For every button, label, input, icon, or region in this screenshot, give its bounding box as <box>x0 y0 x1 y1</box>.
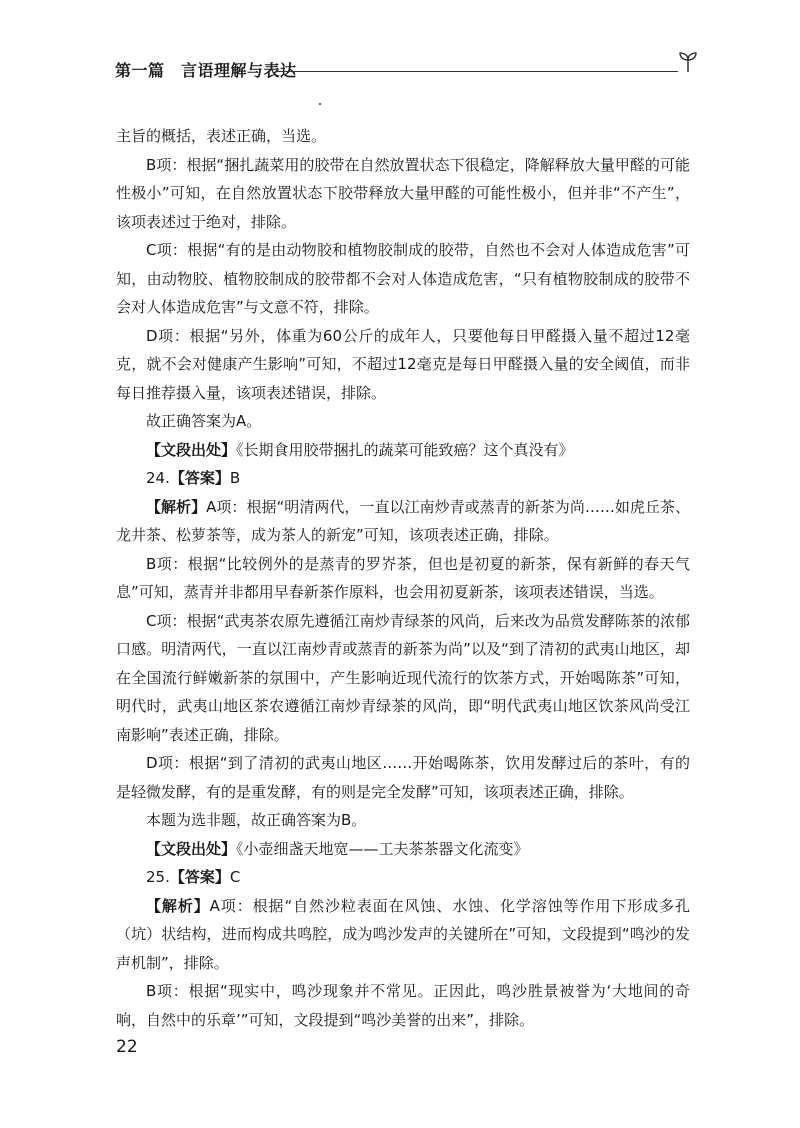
source-label: 【文段出处】 <box>146 839 237 858</box>
analysis-paragraph: 【解析】A项：根据“自然沙粒表面在风蚀、水蚀、化学溶蚀等作用下形成多孔（坑）状结构，进而构成共鸣腔，成为鸣沙发声的关键所在”可知，文段提到“鸣沙的发声机制”，排除。 <box>116 896 690 972</box>
paragraph: B项：根据“现实中，鸣沙现象并不常见。正因此，鸣沙胜景被誉为‘大地间的奇响，自然中的乐章’”可知，文段提到“鸣沙美誉的出来”，排除。 <box>116 982 690 1029</box>
analysis-label: 【解析】 <box>146 497 207 516</box>
paragraph: 本题为选非题，故正确答案为B。 <box>146 811 367 829</box>
running-header <box>115 50 700 80</box>
header-rule <box>275 71 678 72</box>
question-number: 25. <box>146 868 170 886</box>
paragraph: C项：根据“武夷茶农原先遵循江南炒青绿茶的风尚，后来改为品赏发酵陈茶的浓郁口感。明清两代，一直以江南炒青或蒸青的新茶为尚”以及“到了清初的武夷山地区，却在全国流行鲜嫩新茶的氛围中，产生影响近现代流行的饮茶方式，开始喝陈茶”可知，明代时，武夷山地区茶农遵循江南炒青绿茶的风尚，即“明代武夷山地区饮茶风尚受江南影响”表述正确，排除。 <box>116 611 690 744</box>
answer-label: 【答案】 <box>169 868 230 886</box>
paragraph: B项：根据“捆扎蔬菜用的胶带在自然放置状态下很稳定，降解释放大量甲醛的可能性极小”可知，在自然放置状态下胶带释放大量甲醛的可能性极小，但并非“不产生”，该项表述过于绝对，排除。 <box>116 155 690 231</box>
analysis-paragraph: 【解析】A项：根据“明清两代，一直以江南炒青或蒸青的新茶为尚……如虎丘茶、龙井茶、松萝茶等，成为茶人的新宠”可知，该项表述正确，排除。 <box>116 497 690 544</box>
paragraph: D项：根据“到了清初的武夷山地区……开始喝陈茶，饮用发酵过后的茶叶，有的是轻微发酵，有的是重发酵，有的则是完全发酵”可知，该项表述正确，排除。 <box>116 754 690 801</box>
sprout-icon <box>676 50 700 74</box>
answer-value: B <box>229 469 241 487</box>
source-note: 【文段出处】《长期食用胶带捆扎的蔬菜可能致癌？这个真没有》 <box>146 440 574 459</box>
answer-line <box>116 863 690 892</box>
page-number: 22 <box>116 1037 138 1057</box>
page-body <box>116 122 690 1034</box>
source-note: 【文段出处】《小壶细盏天地宽——工夫茶茶器文化流变》 <box>146 839 529 858</box>
source-label: 【文段出处】 <box>146 440 237 459</box>
analysis-label: 【解析】 <box>146 896 210 915</box>
paragraph: B项：根据“比较例外的是蒸青的罗岕茶，但也是初夏的新茶，保有新鲜的春天气息”可知，蒸青并非都用早春新茶作原料，也会用初夏新茶，该项表述错误，当选。 <box>116 554 690 601</box>
paragraph: C项：根据“有的是由动物胶和植物胶制成的胶带，自然也不会对人体造成危害”可知，由动物胶、植物胶制成的胶带都不会对人体造成危害，“只有植物胶制成的胶带不会对人体造成危害”与文意不符，排除。 <box>116 241 690 316</box>
scan-speck <box>319 103 321 105</box>
paragraph: 主旨的概括，表述正确，当选。 <box>116 127 327 145</box>
answer-label: 【答案】 <box>169 469 230 487</box>
question-number: 24. <box>146 469 170 487</box>
answer-value: C <box>229 868 241 886</box>
paragraph: 故正确答案为A。 <box>146 412 262 430</box>
section-title: 第一篇 言语理解与表达 <box>115 61 297 80</box>
answer-line <box>116 464 690 493</box>
paragraph: D项：根据“另外，体重为60公斤的成年人，只要他每日甲醛摄入量不超过12毫克，就不会对健康产生影响”可知，不超过12毫克是每日甲醛摄入量的安全阈值，而非每日推荐摄入量，该项表述错误，排除。 <box>116 326 690 402</box>
